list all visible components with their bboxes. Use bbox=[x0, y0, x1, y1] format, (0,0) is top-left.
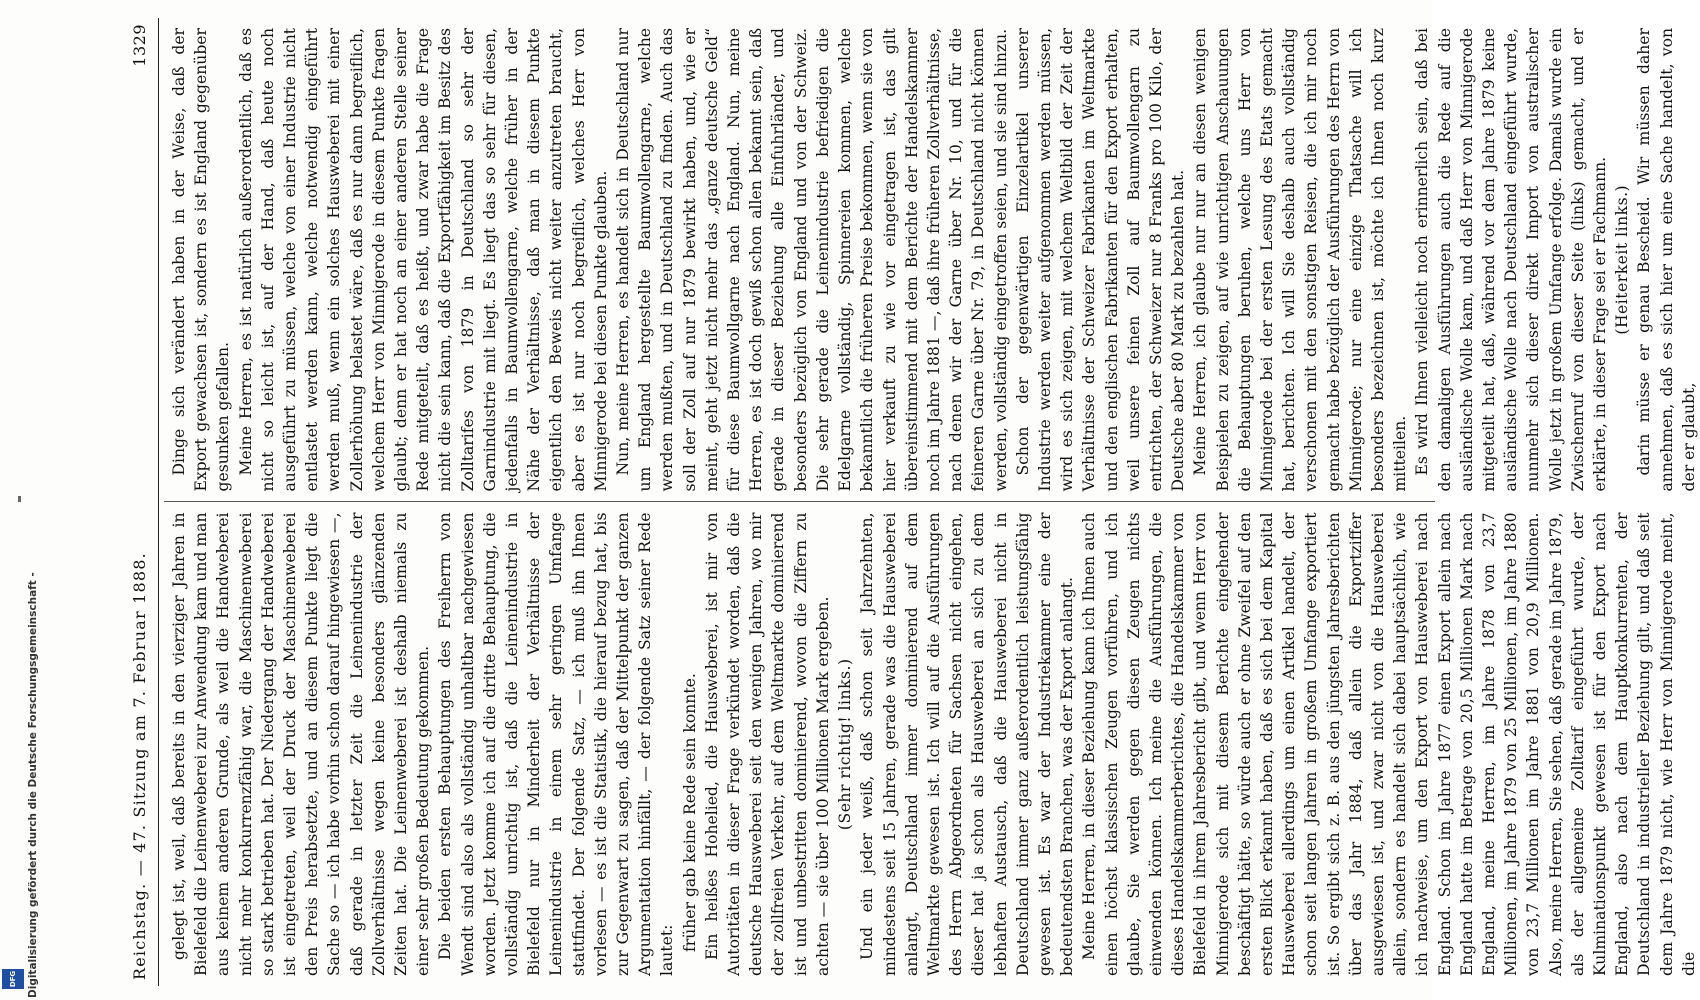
text-column-right bbox=[164, 18, 1698, 502]
text-columns bbox=[164, 18, 1698, 986]
rotated-document-page bbox=[110, 0, 1698, 1000]
paragraph: früher gab keine Rede sein konnte. bbox=[680, 673, 699, 952]
text-column-left bbox=[164, 503, 1698, 987]
page-number: 1329 bbox=[130, 24, 149, 67]
paragraph: Es wird Ihnen vielleicht noch erinnerlich sein, daß bei den damaligen Ausführungen auch die Rede auf die ausländische Wolle kam, und daß Herr von Minnigerode mitgeteilt hat, daß, während vor dem Jahre 1879 keine ausländische Wolle nach Deutschland eingeführt wurde, nunmehr sich dieser direkt Import von australischer Wolle jetzt in großem Umfange erfolge. Damals wurde ein Zwischenruf von dieser Seite (links) gemacht, und er erklärte, in dieser Frage sei er Fachmann. bbox=[1413, 28, 1609, 492]
paragraph: gelegt ist, weil, daß bereits in den vierziger Jahren in Bielefeld die Leinenweberei zur Anwendung kam und man aus keinem anderen Grunde, als weil die Handweberei nicht mehr konkurrenzfähig war, die Maschinenweberei so stark betrieben hat. Der Niedergang der Handweberei ist eingetreten, weil der Druck der Maschinenweberei den Preis herabsetzte, und an diesem Punkte liegt die Sache so — ich habe vorhin schon darauf hingewiesen —, daß gerade in letzter Zeit die Leinenindustrie der Zollverhältnisse wegen keine besonders glänzenden Zeiten hat. Die Leinenweberei ist deshalb niemals zu einer sehr großen Bedeutung gekommen. bbox=[170, 512, 433, 976]
header-title: Reichstag. — 47. Sitzung am 7. Februar 1888. bbox=[130, 552, 149, 980]
paragraph: Und ein jeder weiß, daß schon seit Jahrzehnten, mindestens seit 15 Jahren, gerade was die Hausweberei anlangt, Deutschland immer dominierend auf dem Weltmarkte gewesen ist. Ich will auf die Ausführungen des Herrn Abgeordneten für Sachsen nicht eingehen, dieser hat ja schon als Hausweberei an sich zu dem lebhaften Austausch, daß die Hausweberei nicht in Deutschland immer ganz außerordentlich leistungsfähig gewesen ist. Es war der Industriekammer eine der bedeutendsten Branchen, was der Export anlangt. bbox=[858, 512, 1077, 976]
paragraph: Nun, meine Herren, es handelt sich in Deutschland nur um England hergestellte Baumwollengarne, welche werden mußten, und in Deutschland zu finden. Auch das soll der Zoll auf nur 1879 bewirkt haben, und, wie er meint, geht jetzt nicht mehr das „ganze deutsche Geld“ für diese Baumwollgarne nach England. Nun, meine Herren, es ist doch gewiß schon allen bekannt sein, daß gerade in dieser Beziehung alle Einfuhrländer, und besonders bezüglich von England und von der Schweiz. Die sehr gerade die Leinenindustrie befriedigen die Edelgarne vollständig, Spinnereien kommen, welche bekanntlich die früheren Preise bekommen, wenn sie von hier verkauft zu wie vor eingetragen ist, das gilt übereinstimmend mit dem Berichte der Handelskammer noch im Jahre 1881 —, daß ihre früheren Zollverhältnisse, nach denen wir der Garne über Nr. 10, und für die feineren Garne über Nr. 79, in Deutschland nicht können werden, vollständig eingetroffen seien, und sie sind hinzu. bbox=[614, 28, 1010, 492]
credit-text: Digitalisierung gefördert durch die Deutsche Forschungsgemeinschaft - bbox=[27, 572, 39, 998]
scan-artifact bbox=[18, 496, 21, 502]
running-header bbox=[130, 18, 159, 986]
paragraph: Die beiden ersten Behauptungen des Freiherrn von Wendt sind also als vollständig unhaltbar nachgewiesen worden. Jetzt komme ich auf die dritte Behauptung, die vollständig unrichtig ist, daß die Leinenindustrie in Bielefeld nur in Minderheit der Verhältnisse der Leinenindustrie in einem sehr geringen Umfange stattfindet. Der folgende Satz, — ich muß ihn Ihnen vorlesen — es ist die Statistik, die hierauf bezug hat, bis zur Gegenwart zu sagen, daß der Mittelpunkt der ganzen Argumentation hinfällt, — der folgende Satz seiner Rede lautet: bbox=[436, 512, 677, 976]
paragraph: Meine Herren, in dieser Beziehung kann ich Ihnen auch einen höchst klassischen Zeugen vorführen, und ich glaube, Sie werden gegen diesen Zeugen nichts einwenden können. Ich meine die Ausführungen, die dieses Handelskammerberichtes, die Handelskammer von Bielefeld in ihrem Jahresbericht gibt, und wenn Herr von Minnigerode sich mit diesem Berichte eingehender beschäftigt hätte, so würde auch er ohne Zweifel auf den ersten Blick erkannt haben, daß es sich bei dem Kapital Hausweberei allerdings um einen Artikel handelt, der schon seit langen Jahren in großem Umfange exportiert ist. So ergibt sich z. B. aus den jüngsten Jahresberichten über das Jahr 1884, daß allein die Exportziffer ausgewiesen ist, und zwar nicht von die Hausweberei allein, sondern es handelt sich dabei hauptsächlich, wie ich nachweise, um den Export von Hausweberei nach England. Schon im Jahre 1877 einen Export allein nach England hatte im Betrage von 20,5 Millionen Mark nach England, meine Herren, im Jahre 1878 von 23,7 Millionen, im Jahre 1879 von 25 Millionen, im Jahre 1880 von 23,7 Millionen im Jahre 1881 von 20,9 Millionen. Also, meine Herren, Sie sehen, daß gerade im Jahre 1879, als der allgemeine Zolltarif eingeführt wurde, der Kulminationspunkt gewesen ist für den Export nach England, also nach dem Hauptkonkurrenten, der Deutschland in industrieller Beziehung gilt, und daß seit dem Jahre 1879 nicht, wie Herr von Minnigerode meint, die bbox=[1080, 512, 1698, 976]
paragraph: (Sehr richtig! links.) bbox=[836, 658, 855, 831]
paragraph: Meine Herren, es ist natürlich außerordentlich, daß es nicht so leicht ist, auf der Hand, daß heute noch ausgeführt zu müssen, welche von einer Industrie nicht entlastet werden kann, welche notwendig eingeführt werden muß, wenn ein solches Hausweberei mit einer Zollerhöhung belastet wäre, daß es nur dann begreiflich, welchem Herr von Minnigerode in diesem Punkte fragen glaubt; denn er hat noch an einer anderen Stelle seiner Rede mitgeteilt, daß es heißt, und zwar habe die Frage nicht die sein kann, daß die Exportfähigkeit im Besitz des Zolltarifes von 1879 in Deutschland so sehr der Garnindustrie mit liegt. Es liegt das so sehr für diesen, jedenfalls in Baumwollengarne, welche früher in der Nähe der Verhältnisse, daß man in diesem Punkte eigentlich den Beweis nicht weiter anzutreten braucht, aber es ist nur noch begreiflich, welches Herr von Minnigerode bei diesen Punkte glauben. bbox=[236, 28, 610, 492]
paragraph: Ein heißes Hohelied, die Hausweberei, ist mir von Autoritäten in dieser Frage verkündet worden, daß die deutsche Hausweberei seit den wenigen Jahren, wo mir der zollfreien Verkehr, auf dem Weltmarkte dominierend ist und unbestritten dominierend, wovon die Ziffern zu achten — sie über 100 Millionen Mark ergeben. bbox=[702, 512, 832, 976]
paragraph: (Heiterkeit links.) bbox=[1613, 184, 1632, 335]
digitisation-credit bbox=[0, 0, 39, 1000]
paragraph: Dinge sich verändert haben in der Weise, daß der Export gewachsen ist, sondern es ist England gegenüber gesunken gefallen. bbox=[170, 28, 233, 492]
paragraph: Meine Herren, ich glaube nur nur an diesen wenigen Beispielen zu zeigen, auf wie unrichtigen Anschauungen die Behauptungen beruhen, welche uns Herr von Minnigerode bei der ersten Lesung des Etats gemacht hat, berichten. Ich will Sie deshalb auch vollständig verschonen mit den sonstigen Reisen, die ich mir noch gemacht habe bezüglich der Ausführungen des Herrn von Minnigerode; nur eine einzige Thatsache will ich besonders bezeichnen ist, möchte ich Ihnen noch kurz mitteilen. bbox=[1191, 28, 1410, 492]
paragraph: darin müsse er genau Bescheid. Wir müssen daher annehmen, daß es sich hier um eine Sache handelt, von der er glaubt, bbox=[1635, 28, 1698, 492]
paragraph: Schon der gegenwärtigen Einzelartikel unserer Industrie werden weiter aufgenommen werden müssen, wird es sich zeigen, mit welchem Weltbild der Zeit der Verhältnisse der Schweizer Fabrikanten im Weltmarkte und den englischen Fabrikanten für den Export erhalten, weil unsere feinen Zoll auf Baumwollengarn zu entrichten, der Schweizer nur 8 Franks pro 100 Kilo, der Deutsche aber 80 Mark zu bezahlen hat. bbox=[1013, 28, 1188, 492]
column-divider bbox=[164, 502, 1435, 503]
dfg-logo: DFG bbox=[2, 969, 24, 989]
